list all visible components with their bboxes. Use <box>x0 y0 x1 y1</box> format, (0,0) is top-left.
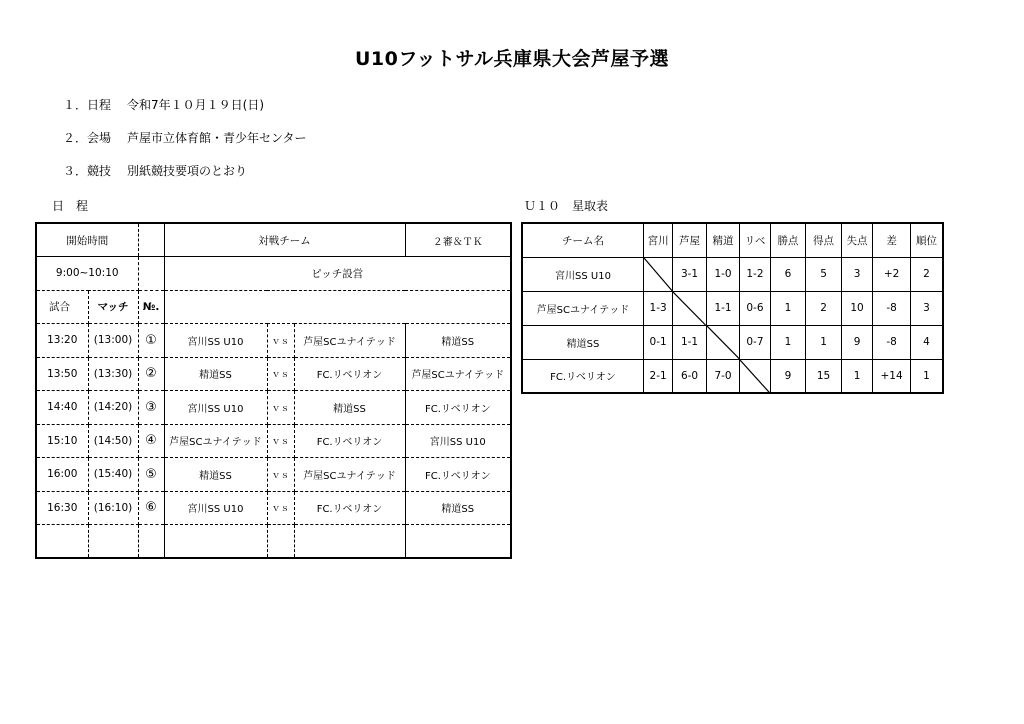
match-time: 13:20 <box>36 324 88 358</box>
standings-gf: 2 <box>806 291 842 325</box>
standings-header-cell: 芦屋 <box>673 223 707 257</box>
standings-result: 7-0 <box>706 359 740 393</box>
standings-pts: 1 <box>770 291 806 325</box>
info-venue <box>63 129 307 146</box>
standings-rank: 2 <box>910 257 943 291</box>
match-vs: ｖｓ <box>267 491 294 525</box>
match-number: ⑤ <box>138 458 164 492</box>
diagonal-line <box>740 360 769 393</box>
match-row <box>36 458 511 492</box>
match-time: 16:00 <box>36 458 88 492</box>
standings-diff: -8 <box>873 325 911 359</box>
match-referee: 宮川SS U10 <box>405 424 511 458</box>
match-vs: ｖｓ <box>267 424 294 458</box>
match-sub-time: (14:20) <box>88 391 138 425</box>
match-sub-time: (14:50) <box>88 424 138 458</box>
empty-cell <box>267 525 294 559</box>
schedule-heading: 日 程 <box>52 199 89 213</box>
diagonal-line <box>707 326 740 359</box>
standings-header-cell: 差 <box>873 223 911 257</box>
empty-cell <box>294 525 405 559</box>
match-vs: ｖｓ <box>267 357 294 391</box>
standings-result: 1-1 <box>673 325 707 359</box>
match-team2: 精道SS <box>294 391 405 425</box>
standings-row <box>522 291 943 325</box>
standings-header-cell: 順位 <box>910 223 943 257</box>
match-time: 14:40 <box>36 391 88 425</box>
match-row <box>36 491 511 525</box>
empty-cell <box>405 525 511 559</box>
subheader-matchup: マッチ <box>88 290 138 324</box>
info-venue-label: ２．会場 <box>63 131 112 145</box>
standings-result: 1-0 <box>706 257 740 291</box>
match-team1: 宮川SS U10 <box>164 324 267 358</box>
standings-result: 6-0 <box>673 359 707 393</box>
standings-header-cell: 宮川 <box>643 223 672 257</box>
match-referee: 精道SS <box>405 324 511 358</box>
match-row <box>36 357 511 391</box>
diagonal-line <box>644 258 672 291</box>
standings-pts: 9 <box>770 359 806 393</box>
self-match-cell <box>673 291 707 325</box>
match-team2: FC.リベリオン <box>294 424 405 458</box>
info-rules-value: 別紙競技要項のとおり <box>127 164 248 178</box>
header-start-time: 開始時間 <box>36 223 138 257</box>
standings-rank: 1 <box>910 359 943 393</box>
match-team1: 精道SS <box>164 458 267 492</box>
standings-team: 宮川SS U10 <box>522 257 643 291</box>
match-number: ② <box>138 357 164 391</box>
match-number: ① <box>138 324 164 358</box>
match-team1: 宮川SS U10 <box>164 491 267 525</box>
match-number: ④ <box>138 424 164 458</box>
subheader-no: №. <box>138 290 164 324</box>
subheader-match: 試合 <box>36 290 88 324</box>
match-sub-time: (16:10) <box>88 491 138 525</box>
info-rules-label: ３．競技 <box>63 164 112 178</box>
page-title: U10フットサル兵庫県大会芦屋予選 <box>354 48 670 70</box>
standings-team: FC.リベリオン <box>522 359 643 393</box>
diagonal-line <box>673 292 706 325</box>
match-referee: 芦屋SCユナイテッド <box>405 357 511 391</box>
standings-row <box>522 257 943 291</box>
standings-team: 芦屋SCユナイテッド <box>522 291 643 325</box>
standings-table <box>521 222 944 394</box>
standings-header-cell: 得点 <box>806 223 842 257</box>
header-referee: ２審＆ＴＫ <box>405 223 511 257</box>
standings-ga: 10 <box>841 291 872 325</box>
standings-diff: -8 <box>873 291 911 325</box>
standings-ga: 3 <box>841 257 872 291</box>
standings-row <box>522 325 943 359</box>
self-match-cell <box>706 325 740 359</box>
schedule-setup-row <box>36 257 511 291</box>
match-team2: 芦屋SCユナイテッド <box>294 324 405 358</box>
info-date-label: １．日程 <box>63 98 112 112</box>
match-time: 13:50 <box>36 357 88 391</box>
match-vs: ｖｓ <box>267 391 294 425</box>
standings-gf: 15 <box>806 359 842 393</box>
match-team2: FC.リベリオン <box>294 491 405 525</box>
match-number: ⑥ <box>138 491 164 525</box>
schedule-header-row <box>36 223 511 257</box>
match-number: ③ <box>138 391 164 425</box>
match-team2: FC.リベリオン <box>294 357 405 391</box>
standings-diff: +14 <box>873 359 911 393</box>
match-sub-time: (13:00) <box>88 324 138 358</box>
standings-header-cell: 精道 <box>706 223 740 257</box>
setup-blank <box>138 257 164 291</box>
standings-row <box>522 359 943 393</box>
standings-rank: 3 <box>910 291 943 325</box>
standings-heading: Ｕ１０ 星取表 <box>524 199 609 213</box>
standings-result: 0-1 <box>643 325 672 359</box>
standings-rank: 4 <box>910 325 943 359</box>
info-venue-value: 芦屋市立体育館・青少年センター <box>127 131 307 145</box>
match-team1: 宮川SS U10 <box>164 391 267 425</box>
header-blank <box>138 223 164 257</box>
match-team1: 精道SS <box>164 357 267 391</box>
empty-cell <box>138 525 164 559</box>
match-vs: ｖｓ <box>267 324 294 358</box>
standings-gf: 5 <box>806 257 842 291</box>
match-referee: 精道SS <box>405 491 511 525</box>
standings-result: 1-2 <box>740 257 770 291</box>
standings-pts: 6 <box>770 257 806 291</box>
match-vs: ｖｓ <box>267 458 294 492</box>
match-row <box>36 324 511 358</box>
standings-pts: 1 <box>770 325 806 359</box>
info-date <box>63 96 264 113</box>
standings-diff: +2 <box>873 257 911 291</box>
header-match: 対戦チーム <box>164 223 405 257</box>
empty-cell <box>88 525 138 559</box>
standings-header-row <box>522 223 943 257</box>
match-referee: FC.リベリオン <box>405 391 511 425</box>
empty-cell <box>36 525 88 559</box>
empty-row <box>36 525 511 559</box>
match-sub-time: (15:40) <box>88 458 138 492</box>
standings-header-cell: 勝点 <box>770 223 806 257</box>
schedule-subheader-row <box>36 290 511 324</box>
setup-label: ピッチ設営 <box>164 257 511 291</box>
self-match-cell <box>643 257 672 291</box>
setup-time: 9:00~10:10 <box>36 257 138 291</box>
standings-result: 2-1 <box>643 359 672 393</box>
standings-result: 0-6 <box>740 291 770 325</box>
standings-result: 3-1 <box>673 257 707 291</box>
match-team2: 芦屋SCユナイテッド <box>294 458 405 492</box>
info-date-value: 令和7年１０月１９日(日) <box>127 98 264 112</box>
match-time: 15:10 <box>36 424 88 458</box>
standings-header-cell: 失点 <box>841 223 872 257</box>
match-team1: 芦屋SCユナイテッド <box>164 424 267 458</box>
info-rules <box>63 162 247 179</box>
match-row <box>36 424 511 458</box>
standings-header-cell: リベ <box>740 223 770 257</box>
standings-ga: 9 <box>841 325 872 359</box>
standings-header-cell: チーム名 <box>522 223 643 257</box>
standings-ga: 1 <box>841 359 872 393</box>
match-sub-time: (13:30) <box>88 357 138 391</box>
match-referee: FC.リベリオン <box>405 458 511 492</box>
schedule-table <box>35 222 512 559</box>
empty-cell <box>164 525 267 559</box>
match-time: 16:30 <box>36 491 88 525</box>
standings-gf: 1 <box>806 325 842 359</box>
standings-result: 1-3 <box>643 291 672 325</box>
standings-result: 0-7 <box>740 325 770 359</box>
self-match-cell <box>740 359 770 393</box>
standings-team: 精道SS <box>522 325 643 359</box>
standings-result: 1-1 <box>706 291 740 325</box>
match-row <box>36 391 511 425</box>
subheader-blank <box>164 290 511 324</box>
